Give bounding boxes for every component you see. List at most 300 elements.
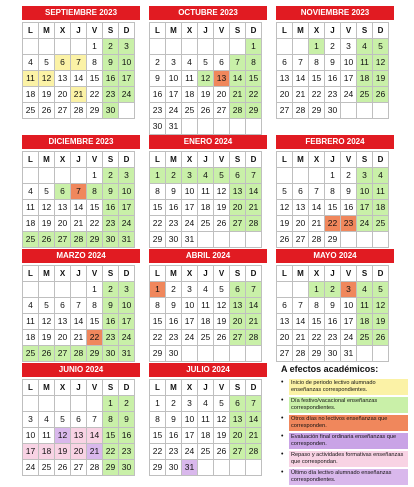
day-cell: 15: [325, 200, 340, 215]
day-cell: 6: [293, 184, 308, 199]
day-cell: 19: [214, 428, 229, 443]
day-cell: 9: [166, 298, 181, 313]
day-cell: 18: [182, 87, 197, 102]
day-cell: 14: [230, 71, 245, 86]
day-cell: 13: [55, 314, 70, 329]
month-grid: [149, 151, 262, 248]
empty-cell: [230, 119, 245, 134]
weekday-header: M: [166, 266, 181, 281]
day-cell: 23: [166, 444, 181, 459]
day-cell: 4: [39, 412, 54, 427]
day-cell: 30: [166, 232, 181, 247]
day-cell: 28: [71, 346, 86, 361]
bullet-icon: •: [281, 451, 284, 458]
day-cell: 31: [119, 346, 134, 361]
day-cell: 22: [150, 216, 165, 231]
empty-cell: [166, 39, 181, 54]
weekday-header: X: [182, 23, 197, 38]
day-cell: 25: [198, 330, 213, 345]
month-title: MARZO 2024: [22, 249, 140, 263]
weekday-header: D: [373, 266, 388, 281]
weekday-header: V: [87, 152, 102, 167]
empty-cell: [341, 232, 356, 247]
day-cell: 17: [119, 71, 134, 86]
weekday-header: D: [246, 23, 261, 38]
day-cell: 14: [71, 71, 86, 86]
day-cell: 8: [150, 298, 165, 313]
day-cell: 17: [119, 314, 134, 329]
month-6: [22, 249, 140, 362]
day-cell: 12: [39, 200, 54, 215]
day-cell: 7: [309, 184, 324, 199]
day-cell: 4: [23, 184, 38, 199]
empty-cell: [55, 39, 70, 54]
day-cell: 6: [214, 55, 229, 70]
day-cell: 5: [214, 168, 229, 183]
day-cell: 9: [166, 184, 181, 199]
day-cell: 16: [166, 314, 181, 329]
day-cell: 5: [198, 55, 213, 70]
day-cell: 21: [246, 428, 261, 443]
day-cell: 11: [198, 298, 213, 313]
empty-cell: [39, 39, 54, 54]
legend-item: [281, 451, 411, 467]
empty-cell: [230, 39, 245, 54]
weekday-header: L: [150, 380, 165, 395]
day-cell: 1: [309, 282, 324, 297]
weekday-header: M: [293, 266, 308, 281]
day-cell: 18: [39, 444, 54, 459]
day-cell: 4: [23, 55, 38, 70]
month-3: [22, 135, 140, 248]
weekday-header: J: [198, 23, 213, 38]
legend-item-text: Inicio de periodo lectivo alumnado enseñanzas correspondientes.: [289, 379, 408, 395]
legend-item: [281, 415, 411, 431]
empty-cell: [198, 460, 213, 475]
weekday-header: L: [23, 380, 38, 395]
weekday-header: V: [341, 266, 356, 281]
month-grid: [22, 265, 135, 362]
empty-cell: [55, 396, 70, 411]
empty-cell: [39, 168, 54, 183]
day-cell: 5: [373, 282, 388, 297]
weekday-header: X: [55, 152, 70, 167]
day-cell: 8: [87, 298, 102, 313]
weekday-header: V: [87, 380, 102, 395]
day-cell: 30: [325, 346, 340, 361]
day-cell: 10: [357, 184, 372, 199]
day-cell: 7: [87, 412, 102, 427]
month-title: NOVIEMBRE 2023: [276, 6, 394, 20]
day-cell: 22: [103, 444, 118, 459]
day-cell: 1: [87, 282, 102, 297]
day-cell: 12: [214, 184, 229, 199]
day-cell: 9: [119, 412, 134, 427]
day-cell: 19: [373, 314, 388, 329]
day-cell: 16: [103, 314, 118, 329]
legend-item: [281, 397, 411, 413]
day-cell: 30: [325, 103, 340, 118]
day-cell: 5: [214, 282, 229, 297]
empty-cell: [293, 39, 308, 54]
weekday-header: S: [103, 266, 118, 281]
day-cell: 23: [103, 330, 118, 345]
day-cell: 24: [23, 460, 38, 475]
day-cell: 10: [119, 55, 134, 70]
day-cell: 10: [182, 298, 197, 313]
day-cell: 28: [246, 444, 261, 459]
day-cell: 15: [309, 314, 324, 329]
day-cell: 16: [119, 428, 134, 443]
day-cell: 11: [198, 412, 213, 427]
day-cell: 15: [87, 200, 102, 215]
weekday-header: S: [357, 152, 372, 167]
day-cell: 15: [150, 428, 165, 443]
day-cell: 10: [182, 184, 197, 199]
day-cell: 18: [357, 71, 372, 86]
weekday-header: X: [55, 266, 70, 281]
day-cell: 3: [357, 168, 372, 183]
month-grid: [22, 22, 135, 119]
day-cell: 29: [309, 103, 324, 118]
day-cell: 12: [198, 71, 213, 86]
day-cell: 1: [325, 168, 340, 183]
day-cell: 21: [87, 444, 102, 459]
empty-cell: [230, 232, 245, 247]
day-cell: 20: [230, 200, 245, 215]
day-cell: 27: [230, 330, 245, 345]
day-cell: 25: [373, 216, 388, 231]
empty-cell: [198, 119, 213, 134]
day-cell: 18: [198, 314, 213, 329]
empty-cell: [198, 39, 213, 54]
day-cell: 4: [198, 168, 213, 183]
day-cell: 27: [55, 103, 70, 118]
weekday-header: L: [150, 266, 165, 281]
month-grid: [22, 151, 135, 248]
day-cell: 8: [103, 412, 118, 427]
day-cell: 14: [309, 200, 324, 215]
day-cell: 31: [119, 232, 134, 247]
weekday-header: M: [166, 152, 181, 167]
day-cell: 8: [150, 184, 165, 199]
month-title: FEBRERO 2024: [276, 135, 394, 149]
day-cell: 16: [103, 71, 118, 86]
month-grid: [149, 265, 262, 362]
day-cell: 29: [150, 232, 165, 247]
empty-cell: [198, 346, 213, 361]
empty-cell: [71, 39, 86, 54]
day-cell: 24: [119, 87, 134, 102]
weekday-header: S: [103, 23, 118, 38]
day-cell: 29: [87, 103, 102, 118]
day-cell: 26: [214, 444, 229, 459]
weekday-header: D: [119, 266, 134, 281]
day-cell: 2: [341, 168, 356, 183]
weekday-header: V: [87, 23, 102, 38]
day-cell: 4: [373, 168, 388, 183]
day-cell: 10: [341, 55, 356, 70]
weekday-header: D: [373, 23, 388, 38]
weekday-header: M: [39, 380, 54, 395]
day-cell: 26: [214, 330, 229, 345]
empty-cell: [150, 39, 165, 54]
day-cell: 25: [357, 330, 372, 345]
day-cell: 25: [23, 232, 38, 247]
weekday-header: X: [55, 380, 70, 395]
day-cell: 19: [39, 330, 54, 345]
weekday-header: L: [150, 152, 165, 167]
month-title: ABRIL 2024: [149, 249, 267, 263]
weekday-header: J: [325, 23, 340, 38]
day-cell: 2: [150, 55, 165, 70]
bullet-icon: •: [281, 433, 284, 440]
empty-cell: [293, 168, 308, 183]
day-cell: 6: [55, 184, 70, 199]
day-cell: 25: [23, 103, 38, 118]
day-cell: 19: [198, 87, 213, 102]
weekday-header: D: [119, 23, 134, 38]
day-cell: 10: [166, 71, 181, 86]
day-cell: 11: [39, 428, 54, 443]
day-cell: 13: [230, 412, 245, 427]
weekday-header: L: [150, 23, 165, 38]
day-cell: 29: [309, 346, 324, 361]
weekday-header: D: [246, 380, 261, 395]
weekday-header: V: [214, 380, 229, 395]
day-cell: 16: [325, 71, 340, 86]
empty-cell: [39, 282, 54, 297]
day-cell: 7: [246, 396, 261, 411]
empty-cell: [277, 168, 292, 183]
legend-item-text: Día festivo/vacacional enseñanzas correspondientes.: [289, 397, 408, 413]
day-cell: 24: [182, 216, 197, 231]
weekday-header: M: [39, 266, 54, 281]
empty-cell: [277, 39, 292, 54]
day-cell: 20: [293, 216, 308, 231]
day-cell: 19: [55, 444, 70, 459]
day-cell: 29: [246, 103, 261, 118]
day-cell: 5: [55, 412, 70, 427]
day-cell: 14: [87, 428, 102, 443]
bullet-icon: •: [281, 379, 284, 386]
day-cell: 16: [103, 200, 118, 215]
day-cell: 1: [87, 168, 102, 183]
day-cell: 19: [214, 314, 229, 329]
day-cell: 21: [246, 200, 261, 215]
month-grid: [22, 379, 135, 476]
legend: [281, 364, 411, 487]
day-cell: 9: [103, 55, 118, 70]
day-cell: 8: [246, 55, 261, 70]
month-title: OCTUBRE 2023: [149, 6, 267, 20]
day-cell: 16: [150, 87, 165, 102]
day-cell: 27: [293, 232, 308, 247]
empty-cell: [23, 168, 38, 183]
day-cell: 19: [277, 216, 292, 231]
day-cell: 4: [357, 282, 372, 297]
day-cell: 20: [55, 216, 70, 231]
month-10: [149, 363, 267, 476]
day-cell: 20: [214, 87, 229, 102]
day-cell: 30: [103, 103, 118, 118]
month-9: [22, 363, 140, 476]
day-cell: 10: [341, 298, 356, 313]
day-cell: 13: [230, 184, 245, 199]
day-cell: 14: [246, 298, 261, 313]
weekday-header: D: [373, 152, 388, 167]
bullet-icon: •: [281, 469, 284, 476]
day-cell: 10: [119, 298, 134, 313]
empty-cell: [246, 346, 261, 361]
day-cell: 24: [119, 330, 134, 345]
day-cell: 20: [55, 87, 70, 102]
empty-cell: [357, 103, 372, 118]
empty-cell: [71, 168, 86, 183]
day-cell: 6: [230, 168, 245, 183]
day-cell: 25: [198, 216, 213, 231]
day-cell: 3: [23, 412, 38, 427]
day-cell: 26: [373, 87, 388, 102]
day-cell: 26: [39, 103, 54, 118]
day-cell: 3: [119, 168, 134, 183]
empty-cell: [373, 232, 388, 247]
weekday-header: L: [23, 152, 38, 167]
day-cell: 14: [293, 314, 308, 329]
day-cell: 19: [39, 87, 54, 102]
day-cell: 18: [198, 428, 213, 443]
day-cell: 7: [230, 55, 245, 70]
day-cell: 16: [325, 314, 340, 329]
day-cell: 29: [87, 232, 102, 247]
legend-item-text: Último día lectivo alumnado enseñanzas correspondientes.: [289, 469, 408, 485]
day-cell: 25: [182, 103, 197, 118]
weekday-header: X: [55, 23, 70, 38]
day-cell: 24: [166, 103, 181, 118]
day-cell: 30: [103, 232, 118, 247]
month-5: [276, 135, 394, 248]
empty-cell: [373, 346, 388, 361]
day-cell: 26: [277, 232, 292, 247]
day-cell: 30: [166, 460, 181, 475]
day-cell: 23: [150, 103, 165, 118]
day-cell: 8: [309, 298, 324, 313]
day-cell: 30: [103, 346, 118, 361]
empty-cell: [23, 282, 38, 297]
day-cell: 13: [277, 314, 292, 329]
day-cell: 31: [182, 232, 197, 247]
day-cell: 30: [119, 460, 134, 475]
day-cell: 28: [293, 103, 308, 118]
day-cell: 1: [150, 396, 165, 411]
day-cell: 7: [246, 168, 261, 183]
day-cell: 13: [277, 71, 292, 86]
day-cell: 3: [341, 282, 356, 297]
day-cell: 11: [23, 71, 38, 86]
day-cell: 17: [182, 314, 197, 329]
empty-cell: [182, 346, 197, 361]
day-cell: 4: [198, 396, 213, 411]
day-cell: 26: [39, 346, 54, 361]
weekday-header: D: [119, 152, 134, 167]
empty-cell: [214, 39, 229, 54]
day-cell: 14: [246, 412, 261, 427]
weekday-header: L: [23, 23, 38, 38]
day-cell: 28: [71, 103, 86, 118]
day-cell: 17: [341, 71, 356, 86]
day-cell: 22: [87, 87, 102, 102]
month-8: [276, 249, 394, 362]
day-cell: 6: [230, 282, 245, 297]
month-4: [149, 135, 267, 248]
day-cell: 27: [277, 103, 292, 118]
day-cell: 13: [293, 200, 308, 215]
day-cell: 15: [103, 428, 118, 443]
weekday-header: S: [357, 266, 372, 281]
day-cell: 22: [87, 330, 102, 345]
day-cell: 25: [357, 87, 372, 102]
day-cell: 5: [373, 39, 388, 54]
day-cell: 18: [357, 314, 372, 329]
day-cell: 18: [198, 200, 213, 215]
day-cell: 28: [230, 103, 245, 118]
day-cell: 9: [150, 71, 165, 86]
day-cell: 7: [71, 298, 86, 313]
weekday-header: J: [198, 380, 213, 395]
weekday-header: S: [103, 380, 118, 395]
weekday-header: D: [119, 380, 134, 395]
day-cell: 26: [55, 460, 70, 475]
day-cell: 19: [39, 216, 54, 231]
day-cell: 4: [198, 282, 213, 297]
weekday-header: M: [166, 23, 181, 38]
weekday-header: X: [182, 380, 197, 395]
legend-item: [281, 469, 411, 485]
legend-item-text: Repaso y actividades formativas enseñanzas que correspondan.: [289, 451, 408, 467]
month-title: ENERO 2024: [149, 135, 267, 149]
weekday-header: J: [71, 23, 86, 38]
empty-cell: [246, 232, 261, 247]
day-cell: 18: [23, 330, 38, 345]
day-cell: 4: [182, 55, 197, 70]
empty-cell: [293, 282, 308, 297]
day-cell: 9: [325, 298, 340, 313]
weekday-header: X: [182, 152, 197, 167]
day-cell: 24: [182, 444, 197, 459]
legend-item: [281, 433, 411, 449]
empty-cell: [309, 168, 324, 183]
day-cell: 1: [103, 396, 118, 411]
day-cell: 22: [325, 216, 340, 231]
day-cell: 8: [325, 184, 340, 199]
day-cell: 12: [373, 55, 388, 70]
day-cell: 22: [87, 216, 102, 231]
day-cell: 27: [55, 346, 70, 361]
day-cell: 23: [119, 444, 134, 459]
weekday-header: X: [309, 266, 324, 281]
empty-cell: [23, 396, 38, 411]
day-cell: 31: [341, 346, 356, 361]
day-cell: 27: [71, 460, 86, 475]
day-cell: 22: [150, 444, 165, 459]
empty-cell: [230, 346, 245, 361]
day-cell: 8: [309, 55, 324, 70]
day-cell: 16: [166, 428, 181, 443]
weekday-header: X: [182, 266, 197, 281]
day-cell: 29: [103, 460, 118, 475]
weekday-header: V: [214, 266, 229, 281]
day-cell: 9: [103, 184, 118, 199]
